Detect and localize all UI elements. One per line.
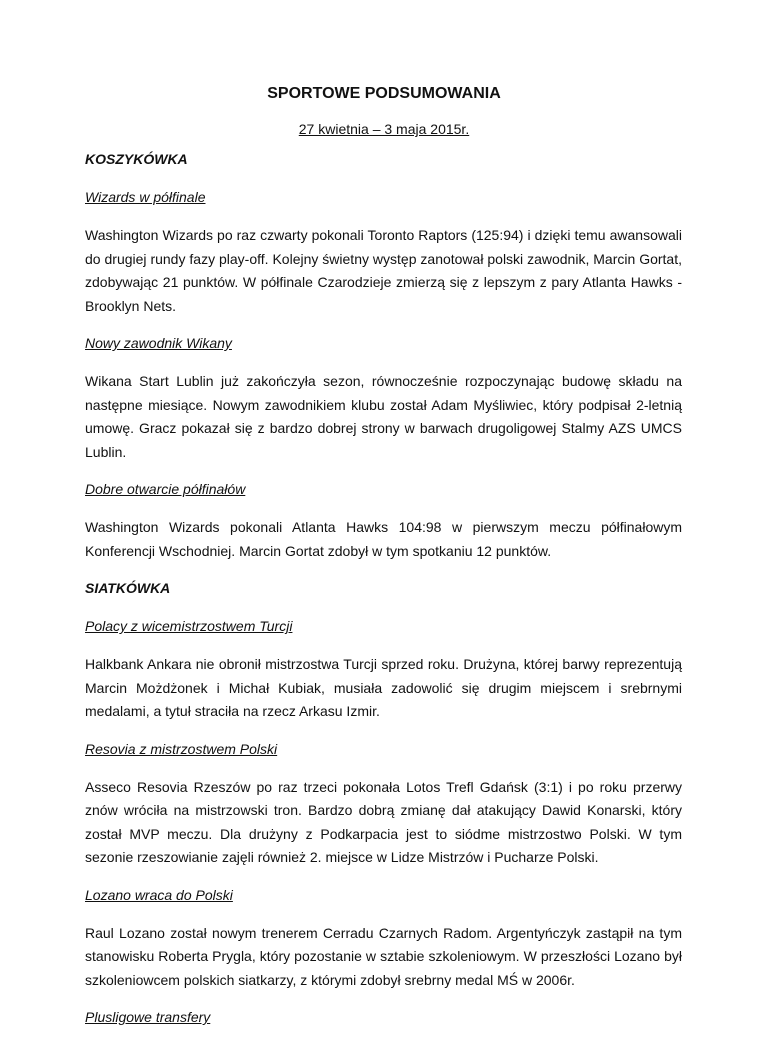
article-heading: Dobre otwarcie półfinałów xyxy=(85,481,246,497)
article-body: Raul Lozano został nowym trenerem Cerradu Czarnych Radom. Argentyńczyk zastąpił na tym stanowisku Roberta Prygla, który pozostanie w sztabie szkoleniowym. W przeszłości Lozano był szkoleniowcem polskich siatkarzy, z którymi zdobył srebrny medal MŚ w 2006r. xyxy=(85,924,682,988)
article-heading: Lozano wraca do Polski xyxy=(85,886,233,903)
section-heading-siatkowka: SIATKÓWKA xyxy=(85,580,171,596)
article-heading: Resovia z mistrzostwem Polski xyxy=(85,740,278,757)
article-heading: Polacy z wicemistrzostwem Turcji xyxy=(85,618,293,634)
article-heading: Plusligowe transfery xyxy=(85,1009,211,1025)
section-heading-koszykowka: KOSZYKÓWKA xyxy=(85,151,188,167)
article-heading: Wizards w półfinale xyxy=(85,189,206,205)
article-body: Halkbank Ankara nie obronił mistrzostwa Turcji sprzed roku. Drużyna, której barwy reprezentują Marcin Możdżonek i Michał Kubiak, musiała zadowolić się drugim miejscem i srebrnymi medalami, a tytuł straciła na rzecz Arkasu Izmir. xyxy=(85,656,682,719)
article-body: Asseco Resovia Rzeszów po raz trzeci pokonała Lotos Trefl Gdańsk (3:1) i po roku przerwy znów wróciła na mistrzowski tron. Bardzo dobrą zmianę dał atakujący Dawid Konarski, który został MVP meczu. Dla drużyny z Podkarpacia jest to siódme mistrzostwo Polski. W tym sezonie rzeszowianie zajęli również 2. miejsce w Lidze Mistrzów i Pucharze Polski. xyxy=(85,778,682,865)
article-body: Wikana Start Lublin już zakończyła sezon, równocześnie rozpoczynając budowę składu na następne miesiące. Nowym zawodnikiem klubu został Adam Myśliwiec, który podpisał 2-letnią umowę. Gracz pokazał się z bardzo dobrej strony w barwach drugoligowej Stalmy AZS UMCS Lublin. xyxy=(85,373,682,460)
date-range-wrapper xyxy=(0,121,768,139)
document-title: SPORTOWE PODSUMOWANIA xyxy=(267,85,501,102)
article-body: Washington Wizards pokonali Atlanta Hawks 104:98 w pierwszym meczu półfinałowym Konferencji Wschodniej. Marcin Gortat zdobył w tym spotkaniu 12 punktów. xyxy=(85,519,682,559)
article-heading: Nowy zawodnik Wikany xyxy=(85,335,232,351)
article-body: Washington Wizards po raz czwarty pokonali Toronto Raptors (125:94) i dzięki temu awansowali do drugiej rundy fazy play-off. Kolejny świetny występ zanotował polski zawodnik, Marcin Gortat, zdobywając 21 punktów. W półfinale Czarodzieje zmierzą się z lepszym z pary Atlanta Hawks - Brooklyn Nets. xyxy=(85,227,682,314)
document-content xyxy=(85,150,682,1044)
date-range: 27 kwietnia – 3 maja 2015r. xyxy=(298,121,470,137)
